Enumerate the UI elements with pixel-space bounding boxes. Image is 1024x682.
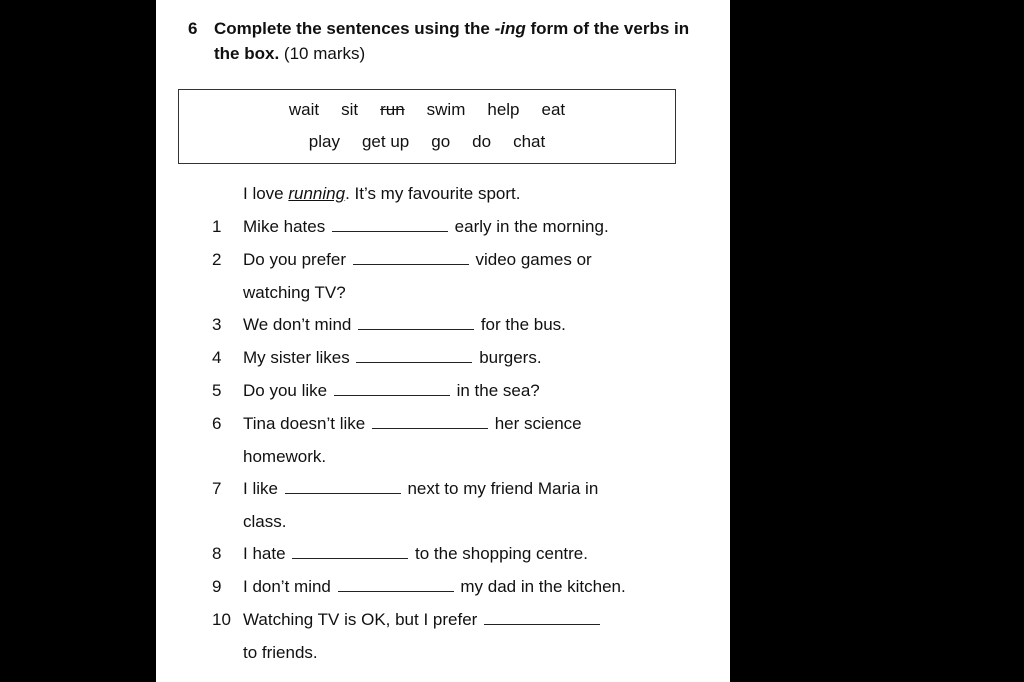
- word-item: play: [308, 132, 340, 151]
- item-continuation: watching TV?: [243, 283, 346, 302]
- word-item: eat: [541, 100, 566, 119]
- item-before: My sister likes: [243, 348, 350, 367]
- sentence-continuation: [212, 447, 722, 479]
- sentence-item: [212, 610, 722, 643]
- answer-blank[interactable]: [338, 577, 454, 592]
- answer-blank[interactable]: [484, 610, 600, 625]
- item-number: 1: [212, 217, 222, 236]
- item-continuation: class.: [243, 512, 287, 531]
- word-item-struck: run: [380, 100, 405, 119]
- item-after: to the shopping centre.: [415, 544, 588, 563]
- sentence-continuation: [212, 283, 722, 315]
- item-before: Do you like: [243, 381, 328, 400]
- item-number: 5: [212, 381, 222, 400]
- answer-blank[interactable]: [372, 414, 488, 429]
- sentence-item: [212, 577, 722, 610]
- item-before: Mike hates: [243, 217, 326, 236]
- exercise-instruction: [214, 16, 708, 66]
- item-number: 2: [212, 250, 222, 269]
- exercise-heading: [188, 16, 708, 66]
- item-text: [243, 348, 542, 368]
- item-after: in the sea?: [456, 381, 540, 400]
- answer-blank[interactable]: [334, 381, 450, 396]
- word-row-2: [179, 126, 675, 158]
- item-before: Tina doesn’t like: [243, 414, 366, 433]
- item-after: for the bus.: [480, 315, 566, 334]
- item-text: [243, 315, 566, 335]
- item-after: her science: [494, 414, 582, 433]
- item-after: burgers.: [479, 348, 542, 367]
- item-text: [243, 217, 609, 237]
- example-sentence: [212, 184, 722, 217]
- item-after: video games or: [475, 250, 592, 269]
- answer-blank[interactable]: [353, 250, 469, 265]
- instruction-post: form of the verbs in the box.: [214, 19, 690, 63]
- item-before: I like: [243, 479, 278, 498]
- item-before: Do you prefer: [243, 250, 346, 269]
- item-continuation: to friends.: [243, 643, 318, 662]
- item-before: I don’t mind: [243, 577, 331, 596]
- item-text: [243, 414, 582, 434]
- item-after: early in the morning.: [454, 217, 609, 236]
- sentence-item: [212, 250, 722, 283]
- item-before: I hate: [243, 544, 286, 563]
- worksheet-page: [156, 0, 730, 682]
- answer-blank[interactable]: [292, 544, 408, 559]
- example-pre: I love: [243, 184, 289, 203]
- item-number: 3: [212, 315, 222, 334]
- word-item: sit: [341, 100, 359, 119]
- sentence-continuation: [212, 643, 722, 675]
- word-item: swim: [426, 100, 466, 119]
- example-post: . It’s my favourite sport.: [345, 184, 521, 203]
- sentence-item: [212, 381, 722, 414]
- item-before: Watching TV is OK, but I prefer: [243, 610, 478, 629]
- word-item: get up: [361, 132, 410, 151]
- exercise-marks: (10 marks): [283, 44, 366, 63]
- word-box: [178, 89, 676, 164]
- sentence-item: [212, 544, 722, 577]
- sentence-item: [212, 315, 722, 348]
- sentence-continuation: [212, 512, 722, 544]
- item-text: [243, 577, 626, 597]
- instruction-pre: Complete the sentences using the: [214, 19, 495, 38]
- word-row-1: [179, 94, 675, 126]
- item-number: 9: [212, 577, 222, 596]
- example-answer: running: [288, 184, 346, 203]
- word-item: chat: [513, 132, 546, 151]
- sentence-item: [212, 479, 722, 512]
- answer-blank[interactable]: [356, 348, 472, 363]
- exercise-number: 6: [188, 19, 198, 38]
- word-item: do: [472, 132, 492, 151]
- instruction-em: -ing: [494, 19, 526, 38]
- answer-blank[interactable]: [285, 479, 401, 494]
- item-text: [243, 250, 592, 270]
- item-continuation: homework.: [243, 447, 327, 466]
- item-number: 8: [212, 544, 222, 563]
- item-number: 7: [212, 479, 222, 498]
- sentence-item: [212, 348, 722, 381]
- sentence-item: [212, 414, 722, 447]
- item-after: my dad in the kitchen.: [460, 577, 626, 596]
- item-after: next to my friend Maria in: [407, 479, 599, 498]
- item-text: [243, 610, 602, 630]
- item-number: 10: [212, 610, 231, 629]
- sentence-list: [212, 184, 722, 675]
- item-before: We don’t mind: [243, 315, 352, 334]
- item-number: 6: [212, 414, 222, 433]
- item-number: 4: [212, 348, 222, 367]
- word-item: help: [487, 100, 520, 119]
- sentence-item: [212, 217, 722, 250]
- item-text: [243, 381, 540, 401]
- item-text: [243, 544, 588, 564]
- answer-blank[interactable]: [332, 217, 448, 232]
- word-item: go: [431, 132, 451, 151]
- answer-blank[interactable]: [358, 315, 474, 330]
- word-item: wait: [288, 100, 320, 119]
- item-text: [243, 479, 598, 499]
